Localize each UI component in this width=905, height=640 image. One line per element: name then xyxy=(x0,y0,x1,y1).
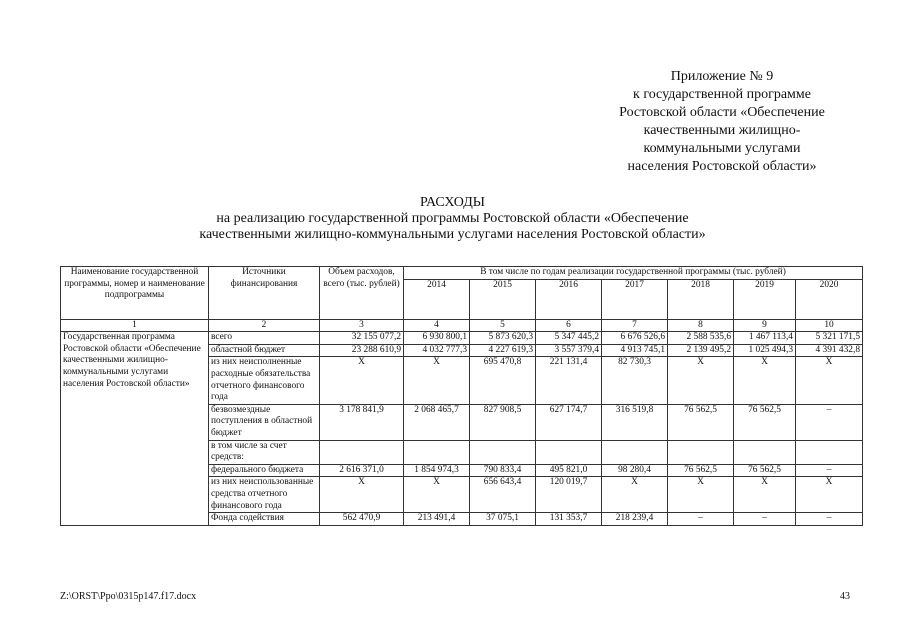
total-cell: 23 288 610,9 xyxy=(320,344,404,357)
column-number: 5 xyxy=(470,319,536,332)
source-cell: всего xyxy=(209,332,320,345)
source-cell: из них неиспользованные средства отчетного финансового года xyxy=(209,477,320,513)
column-number: 8 xyxy=(668,319,734,332)
year-cell: 4 032 777,3 xyxy=(404,344,470,357)
year-cell: 4 227 619,3 xyxy=(470,344,536,357)
year-cell: Х xyxy=(404,477,470,513)
appendix-line: качественными жилищно- xyxy=(643,123,801,138)
header-year: 2020 xyxy=(796,279,863,319)
year-cell xyxy=(796,440,863,464)
column-number: 9 xyxy=(734,319,796,332)
year-cell: 2 068 465,7 xyxy=(404,404,470,440)
year-cell: 5 873 620,3 xyxy=(470,332,536,345)
year-cell xyxy=(668,440,734,464)
total-cell: 32 155 077,2 xyxy=(320,332,404,345)
year-cell: 221 131,4 xyxy=(536,357,602,404)
year-cell: 1 025 494,3 xyxy=(734,344,796,357)
year-cell: 37 075,1 xyxy=(470,513,536,526)
year-cell: 2 139 495,2 xyxy=(668,344,734,357)
year-cell: 316 519,8 xyxy=(602,404,668,440)
year-cell: 98 280,4 xyxy=(602,464,668,477)
column-number: 6 xyxy=(536,319,602,332)
year-cell: – xyxy=(668,513,734,526)
year-cell: Х xyxy=(404,357,470,404)
year-cell: – xyxy=(796,513,863,526)
year-cell: 4 391 432,8 xyxy=(796,344,863,357)
year-cell: 82 730,3 xyxy=(602,357,668,404)
year-cell: Х xyxy=(796,477,863,513)
year-cell: – xyxy=(734,513,796,526)
source-cell: в том числе за счет средств: xyxy=(209,440,320,464)
header-year: 2015 xyxy=(470,279,536,319)
document-title xyxy=(0,195,905,243)
appendix-line: к государственной программе xyxy=(633,87,811,102)
year-cell: 76 562,5 xyxy=(734,404,796,440)
year-cell: Х xyxy=(668,477,734,513)
appendix-line: населения Ростовской области» xyxy=(627,159,817,174)
year-cell: 76 562,5 xyxy=(734,464,796,477)
title-heading: РАСХОДЫ xyxy=(420,195,485,210)
header-year: 2014 xyxy=(404,279,470,319)
footer-file-path: Z:\ORST\Ppo\0315p147.f17.docx xyxy=(60,591,197,602)
header-year: 2019 xyxy=(734,279,796,319)
year-cell: 5 321 171,5 xyxy=(796,332,863,345)
expenditure-table xyxy=(60,266,863,526)
year-cell: 695 470,8 xyxy=(470,357,536,404)
header-total: Объем расходов, всего (тыс. рублей) xyxy=(320,267,404,320)
year-cell: Х xyxy=(734,477,796,513)
year-cell: 5 347 445,2 xyxy=(536,332,602,345)
appendix-block xyxy=(600,68,844,176)
table-row xyxy=(61,332,863,345)
column-number: 1 xyxy=(61,319,209,332)
year-cell: 120 019,7 xyxy=(536,477,602,513)
year-cell xyxy=(404,440,470,464)
year-cell xyxy=(536,440,602,464)
year-cell: 218 239,4 xyxy=(602,513,668,526)
source-cell: областной бюджет xyxy=(209,344,320,357)
total-cell: Х xyxy=(320,477,404,513)
column-number: 7 xyxy=(602,319,668,332)
year-cell: 6 930 800,1 xyxy=(404,332,470,345)
footer-page-number: 43 xyxy=(840,591,850,602)
header-year: 2017 xyxy=(602,279,668,319)
year-cell: Х xyxy=(734,357,796,404)
total-cell xyxy=(320,440,404,464)
year-cell: 76 562,5 xyxy=(668,404,734,440)
appendix-line: коммунальными услугами xyxy=(643,141,801,156)
source-cell: федерального бюджета xyxy=(209,464,320,477)
year-cell: 76 562,5 xyxy=(668,464,734,477)
column-number: 4 xyxy=(404,319,470,332)
source-cell: из них неисполненные расходные обязательства отчетного финансового года xyxy=(209,357,320,404)
header-year: 2016 xyxy=(536,279,602,319)
year-cell xyxy=(602,440,668,464)
year-cell: 656 643,4 xyxy=(470,477,536,513)
year-cell: 131 353,7 xyxy=(536,513,602,526)
total-cell: 3 178 841,9 xyxy=(320,404,404,440)
year-cell: – xyxy=(796,464,863,477)
year-cell: 495 821,0 xyxy=(536,464,602,477)
title-line-1: на реализацию государственной программы Ростовской области «Обеспечение xyxy=(216,211,689,226)
column-number: 2 xyxy=(209,319,320,332)
program-name: Государственная программа Ростовской области «Обеспечение качественными жилищно-коммунальными услугами населения Ростовской области» xyxy=(61,332,209,526)
column-number: 10 xyxy=(796,319,863,332)
appendix-line: Приложение № 9 xyxy=(670,69,774,84)
column-number: 3 xyxy=(320,319,404,332)
column-numbers-row xyxy=(61,319,863,332)
year-cell: 790 833,4 xyxy=(470,464,536,477)
appendix-line: Ростовской области «Обеспечение xyxy=(619,105,825,120)
year-cell xyxy=(734,440,796,464)
header-name: Наименование государственной программы, номер и наименование подпрограммы xyxy=(61,267,209,320)
year-cell: 6 676 526,6 xyxy=(602,332,668,345)
title-line-2: качественными жилищно-коммунальными услугами населения Ростовской области» xyxy=(199,227,706,242)
header-years-group: В том числе по годам реализации государственной программы (тыс. рублей) xyxy=(404,267,863,280)
total-cell: 2 616 371,0 xyxy=(320,464,404,477)
year-cell: Х xyxy=(796,357,863,404)
year-cell: 2 588 535,6 xyxy=(668,332,734,345)
year-cell: 3 557 379,4 xyxy=(536,344,602,357)
year-cell: 4 913 745,1 xyxy=(602,344,668,357)
year-cell: 627 174,7 xyxy=(536,404,602,440)
total-cell: Х xyxy=(320,357,404,404)
year-cell xyxy=(470,440,536,464)
year-cell: 827 908,5 xyxy=(470,404,536,440)
year-cell: 1 467 113,4 xyxy=(734,332,796,345)
source-cell: безвозмездные поступления в областной бюджет xyxy=(209,404,320,440)
year-cell: Х xyxy=(602,477,668,513)
source-cell: Фонда содействия xyxy=(209,513,320,526)
year-cell: 1 854 974,3 xyxy=(404,464,470,477)
header-source: Источники финансирования xyxy=(209,267,320,320)
header-year: 2018 xyxy=(668,279,734,319)
year-cell: 213 491,4 xyxy=(404,513,470,526)
year-cell: – xyxy=(796,404,863,440)
year-cell: Х xyxy=(668,357,734,404)
total-cell: 562 470,9 xyxy=(320,513,404,526)
